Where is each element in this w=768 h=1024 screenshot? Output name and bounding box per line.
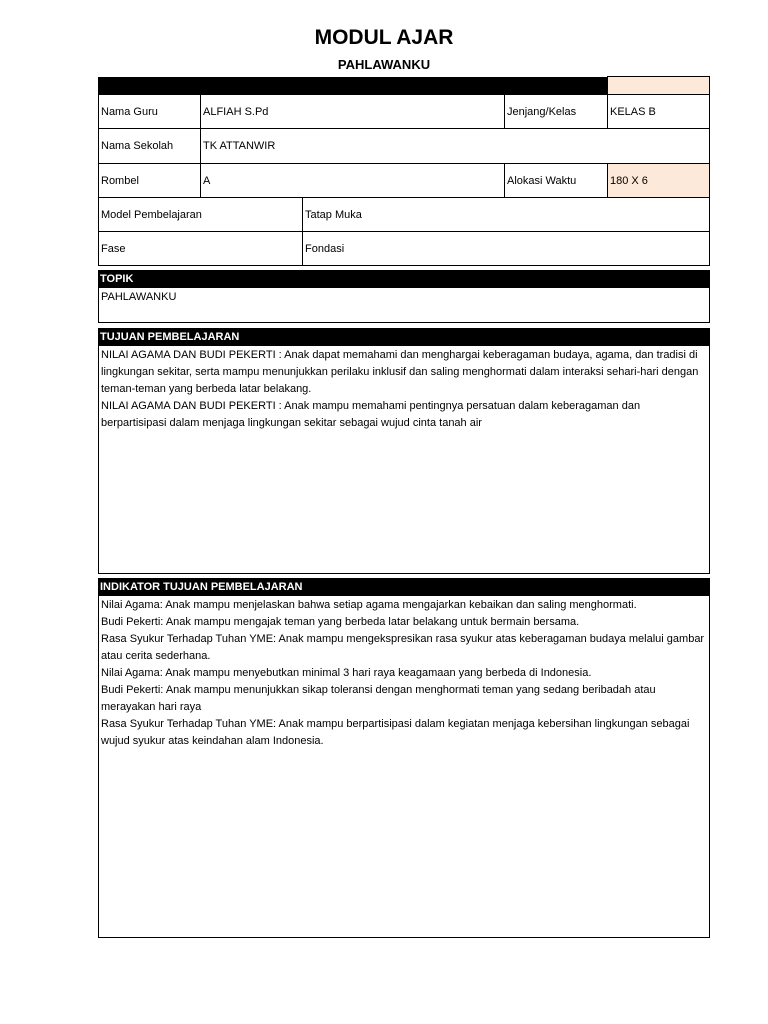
jenjang-value: KELAS B xyxy=(607,94,710,129)
fase-label: Fase xyxy=(98,231,303,266)
page-subtitle: PAHLAWANKU xyxy=(337,57,431,72)
topik-value: PAHLAWANKU xyxy=(101,291,177,303)
rombel-label: Rombel xyxy=(98,163,201,198)
indikator-item: Rasa Syukur Terhadap Tuhan YME: Anak mampu mengekspresikan rasa syukur atas keberagaman budaya melalui gambar atau cerita sederhana. xyxy=(101,633,705,662)
indikator-item: Budi Pekerti: Anak mampu menunjukkan sikap toleransi dengan menghormati teman yang sedang beribadah atau merayakan hari raya xyxy=(101,684,656,713)
nama-sekolah-value: TK ATTANWIR xyxy=(200,128,710,164)
model-value: Tatap Muka xyxy=(302,197,710,232)
indikator-item: Budi Pekerti: Anak mampu mengajak teman yang berbeda latar belakang untuk bermain bersama. xyxy=(101,616,580,628)
nama-sekolah-label: Nama Sekolah xyxy=(98,128,201,164)
jenjang-label: Jenjang/Kelas xyxy=(504,94,608,129)
model-label: Model Pembelajaran xyxy=(98,197,303,232)
fase-value: Fondasi xyxy=(302,231,710,266)
rombel-value: A xyxy=(200,163,505,198)
topik-header: TOPIK xyxy=(98,270,710,288)
indikator-header: INDIKATOR TUJUAN PEMBELAJARAN xyxy=(98,578,710,596)
indikator-item: Rasa Syukur Terhadap Tuhan YME: Anak mampu berpartisipasi dalam kegiatan menjaga kebersihan lingkungan sebagai wujud syukur atas keindahan alam Indonesia. xyxy=(101,718,690,747)
nama-guru-label: Nama Guru xyxy=(98,94,201,129)
table-header-corner xyxy=(607,76,710,95)
table-header-bar xyxy=(98,77,608,95)
topik-body xyxy=(98,288,710,323)
alokasi-value: 180 X 6 xyxy=(607,163,710,198)
nama-guru-value: ALFIAH S.Pd xyxy=(200,94,505,129)
tujuan-item: NILAI AGAMA DAN BUDI PEKERTI : Anak dapat memahami dan menghargai keberagaman budaya, agama, dan tradisi di lingkungan sekitar, serta mampu menunjukkan perilaku inklusif dan saling menghormati dalam interaksi sehari-hari dengan teman-teman yang berbeda latar belakang. xyxy=(101,349,699,395)
alokasi-label: Alokasi Waktu xyxy=(504,163,608,198)
indikator-item: Nilai Agama: Anak mampu menjelaskan bahwa setiap agama mengajarkan kebaikan dan saling menghormati. xyxy=(101,599,637,611)
indikator-item: Nilai Agama: Anak mampu menyebutkan minimal 3 hari raya keagamaan yang berbeda di Indonesia. xyxy=(101,667,592,679)
tujuan-header: TUJUAN PEMBELAJARAN xyxy=(98,328,710,346)
tujuan-body xyxy=(98,346,710,574)
tujuan-item: NILAI AGAMA DAN BUDI PEKERTI : Anak mampu memahami pentingnya persatuan dalam keberagaman dan berpartisipasi dalam menjaga lingkungan sekitar sebagai wujud cinta tanah air xyxy=(101,400,641,429)
indikator-body xyxy=(98,596,710,938)
page-title: MODUL AJAR xyxy=(314,26,454,49)
